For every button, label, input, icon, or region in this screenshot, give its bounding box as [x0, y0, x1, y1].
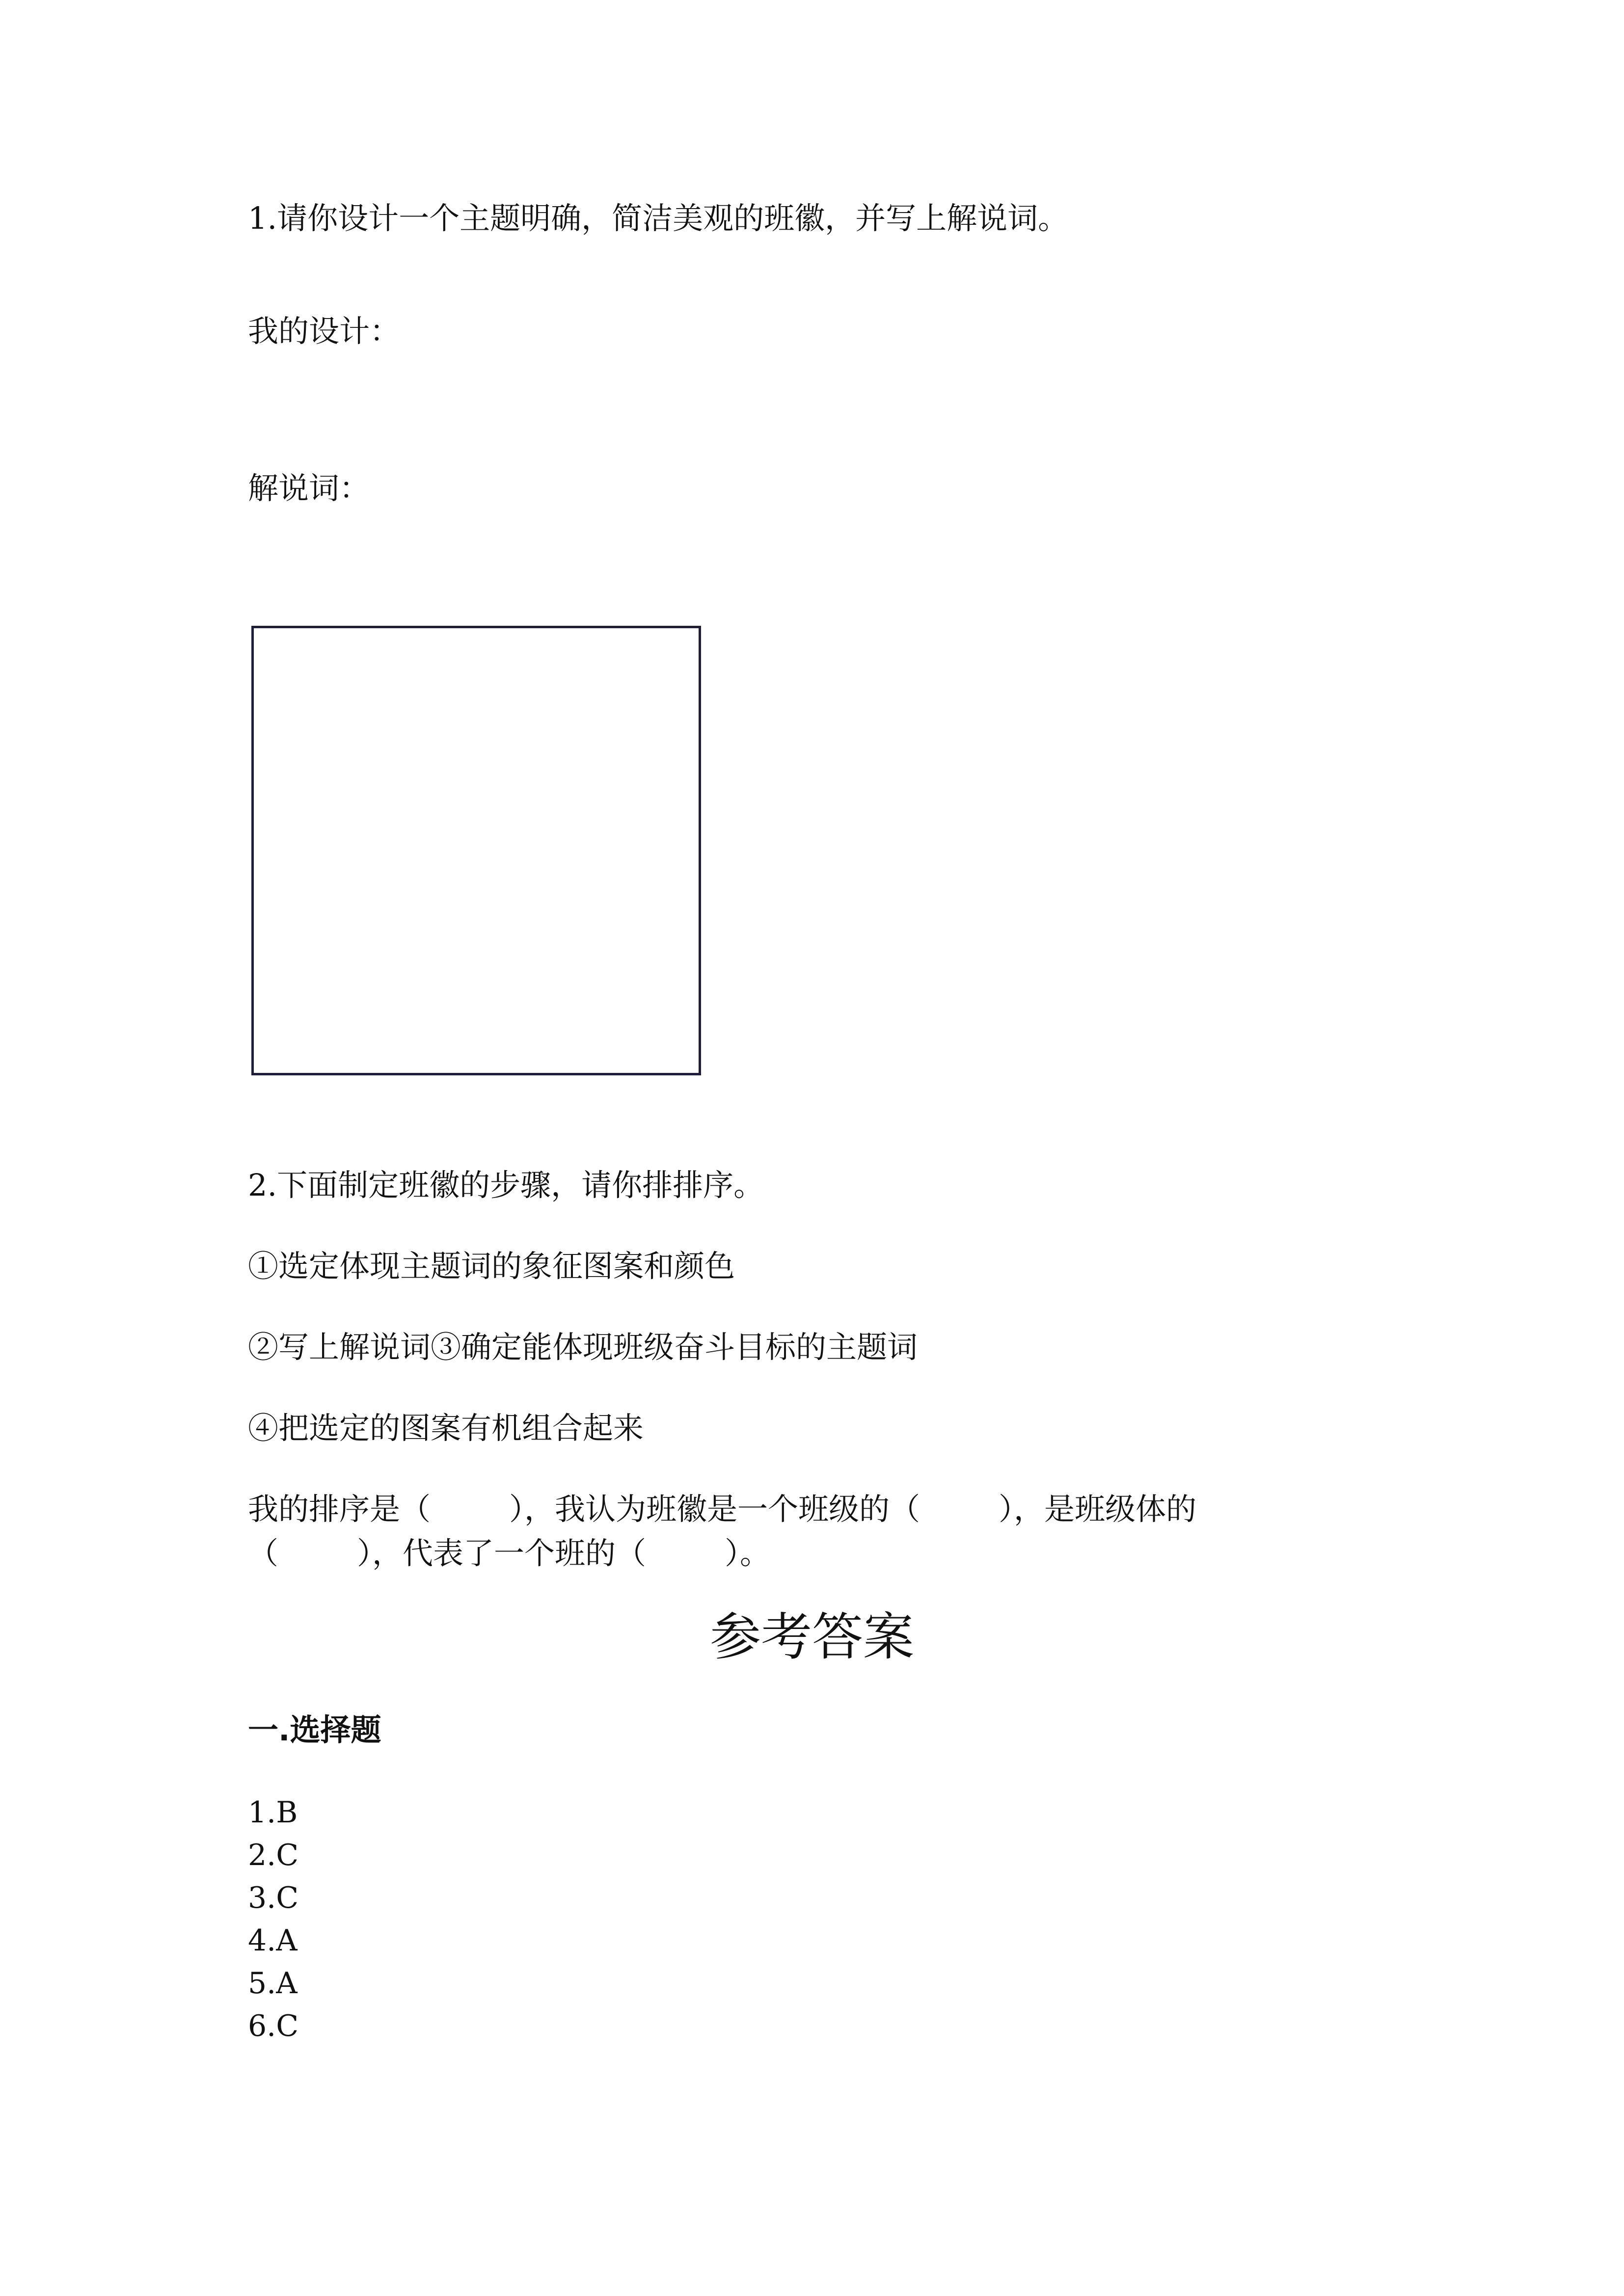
fill-text-3: ），是班级体的	[999, 1491, 1197, 1527]
design-label: 我的设计：	[248, 313, 401, 349]
answer-item: 2.C	[248, 1838, 299, 1872]
fill-text-4: （	[248, 1535, 279, 1571]
answer-item: 3.C	[248, 1881, 299, 1915]
answer-heading: 参考答案	[709, 1607, 914, 1667]
step-4: ④把选定的图案有机组合起来	[248, 1410, 644, 1446]
answer-item: 5.A	[248, 1966, 298, 2001]
question-2-title: 2.下面制定班徽的步骤，请你排排序。	[248, 1167, 764, 1203]
step-2-3: ②写上解说词③确定能体现班级奋斗目标的主题词	[248, 1329, 918, 1365]
section-heading-choice: 一.选择题	[248, 1712, 381, 1748]
fill-text-1: 我的排序是（	[248, 1491, 431, 1527]
answer-item: 6.C	[248, 2009, 299, 2043]
fill-in-sentence-line-2	[248, 1531, 770, 1575]
answer-list	[248, 1791, 298, 2048]
question-1-title: 1.请你设计一个主题明确，简洁美观的班徽，并写上解说词。	[248, 200, 1069, 236]
answer-item: 1.B	[248, 1795, 298, 1830]
fill-text-6: ）。	[725, 1535, 771, 1571]
design-drawing-box[interactable]	[251, 626, 701, 1075]
fill-in-sentence-line-1	[248, 1487, 1196, 1531]
answer-item: 4.A	[248, 1923, 298, 1958]
explanation-label: 解说词：	[248, 470, 370, 506]
step-1: ①选定体现主题词的象征图案和颜色	[248, 1248, 735, 1284]
fill-text-2: ），我认为班徽是一个班级的（	[509, 1491, 920, 1527]
fill-text-5: ），代表了一个班的（	[357, 1535, 647, 1571]
